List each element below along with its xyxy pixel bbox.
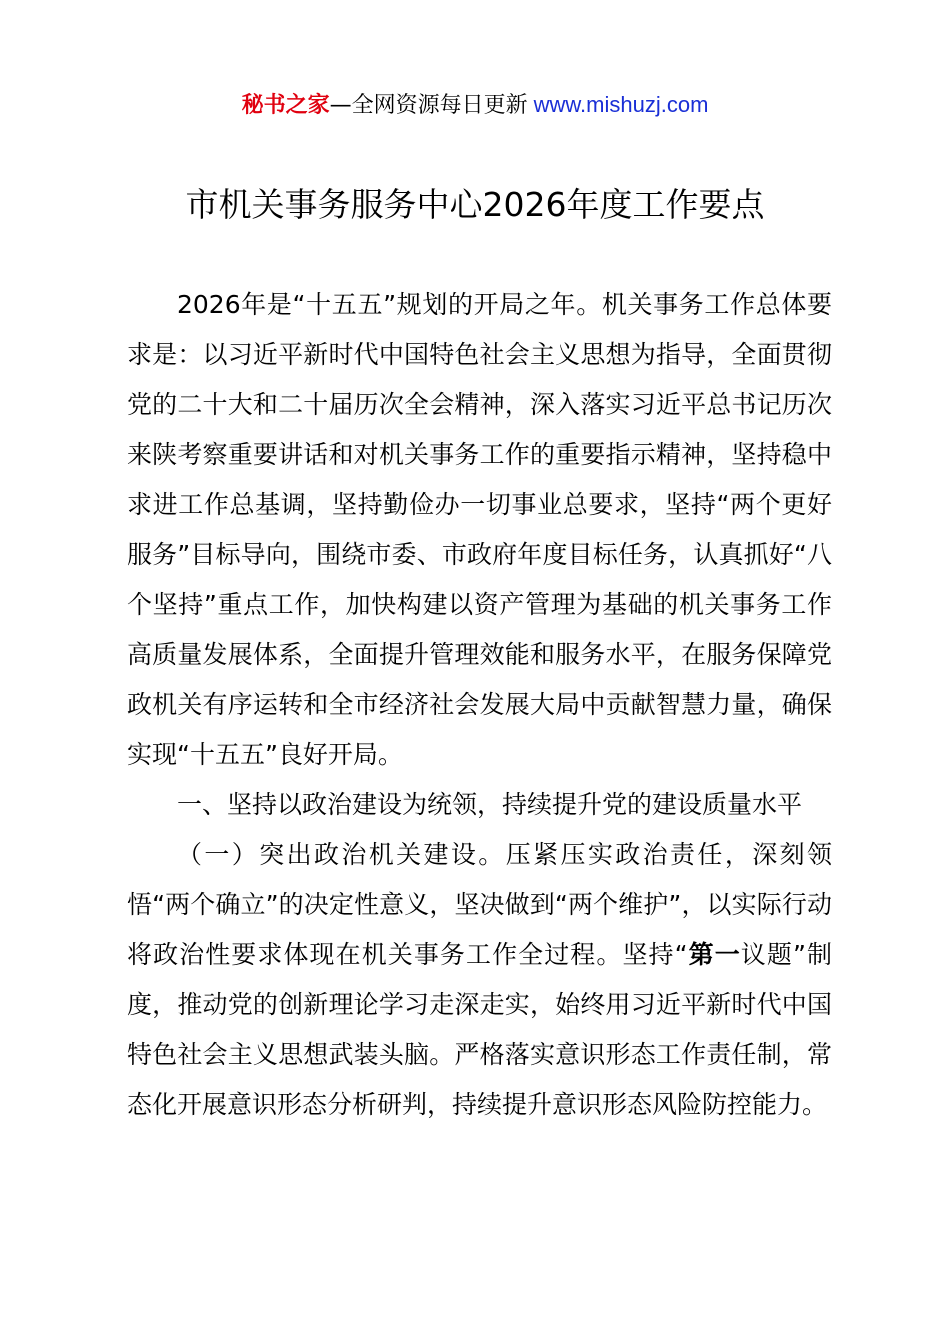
document-body xyxy=(127,280,832,1130)
site-banner xyxy=(0,88,950,123)
section-heading: 一、坚持以政治建设为统领，持续提升党的建设质量水平 xyxy=(177,790,803,819)
site-url-link[interactable]: www.mishuzj.com xyxy=(533,92,709,117)
banner-tagline: —全网资源每日更新 xyxy=(329,93,528,118)
item-text-part1: （一）突出政治机关建设。压紧压实政治责任，深刻领悟“两个确立”的决定性意义，坚决做到“两个维护”，以实际行动将政治性要求体现在机关事务工作全过程。坚持“ xyxy=(127,840,832,969)
item-paragraph xyxy=(127,830,832,1130)
item-text-bold: 第一 xyxy=(687,940,741,969)
brand-name: 秘书之家 xyxy=(241,93,330,118)
intro-paragraph: 2026年是“十五五”规划的开局之年。机关事务工作总体要求是：以习近平新时代中国特色社会主义思想为指导，全面贯彻党的二十大和二十届历次全会精神，深入落实习近平总书记历次来陕考察重要讲话和对机关事务工作的重要指示精神，坚持稳中求进工作总基调，坚持勤俭办一切事业总要求，坚持“两个更好服务”目标导向，围绕市委、市政府年度目标任务，认真抓好“八个坚持”重点工作，加快构建以资产管理为基础的机关事务工作高质量发展体系，全面提升管理效能和服务水平，在服务保障党政机关有序运转和全市经济社会发展大局中贡献智慧力量，确保实现“十五五”良好开局。 xyxy=(127,290,832,769)
item-text-part2: 议题”制度，推动党的创新理论学习走深走实，始终用习近平新时代中国特色社会主义思想武装头脑。严格落实意识形态工作责任制，常态化开展意识形态分析研判，持续提升意识形态风险防控能力。 xyxy=(127,940,832,1119)
document-title: 市机关事务服务中心2026年度工作要点 xyxy=(185,185,765,224)
